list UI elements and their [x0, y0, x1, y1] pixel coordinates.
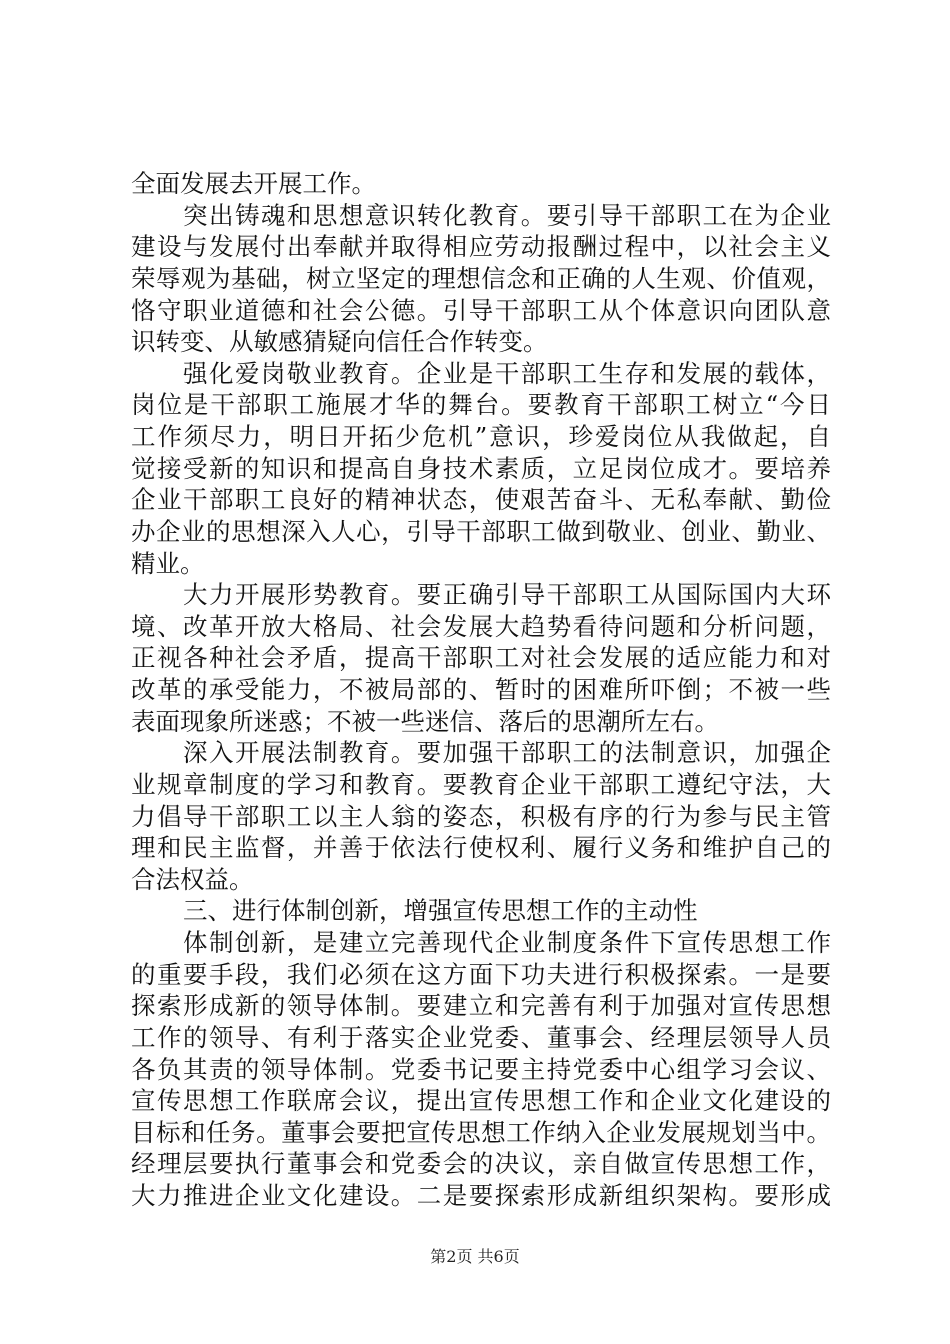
paragraph-start-line: 强化爱岗敬业教育。企业是干部职工生存和发展的载体， [183, 359, 831, 388]
text-line: 改革的承受能力，不被局部的、暂时的困难所吓倒；不被一些 [131, 675, 831, 704]
text-line: 表面现象所迷惑；不被一些迷信、落后的思潮所左右。 [131, 707, 719, 736]
paragraph-start-line: 深入开展法制教育。要加强干部职工的法制意识，加强企 [183, 738, 831, 767]
text-line: 境、改革开放大格局、社会发展大趋势看待问题和分析问题， [131, 612, 831, 641]
text-line: 正视各种社会矛盾，提高干部职工对社会发展的适应能力和对 [131, 643, 831, 672]
text-line: 理和民主监督，并善于依法行使权利、履行义务和维护自己的 [131, 833, 831, 862]
paragraph-start-line: 体制创新，是建立完善现代企业制度条件下宣传思想工作 [183, 928, 831, 957]
text-line: 恪守职业道德和社会公德。引导干部职工从个体意识向团队意 [131, 296, 831, 325]
text-line: 精业。 [131, 549, 205, 578]
text-line: 力倡导干部职工以主人翁的姿态，积极有序的行为参与民主管 [131, 802, 831, 831]
text-line: 全面发展去开展工作。 [131, 169, 376, 198]
text-line: 各负其责的领导体制。党委书记要主持党委中心组学习会议、 [131, 1055, 831, 1084]
text-line: 工作须尽力，明日开拓少危机”意识，珍爱岗位从我做起，自 [131, 422, 831, 451]
text-line: 岗位是干部职工施展才华的舞台。要教育干部职工树立“今日 [131, 390, 831, 419]
text-line: 业规章制度的学习和教育。要教育企业干部职工遵纪守法，大 [131, 770, 831, 799]
text-line: 合法权益。 [131, 865, 254, 894]
text-line: 办企业的思想深入人心，引导干部职工做到敬业、创业、勤业、 [131, 517, 831, 546]
text-line: 探索形成新的领导体制。要建立和完善有利于加强对宣传思想 [131, 991, 831, 1020]
text-line: 大力推进企业文化建设。二是要探索形成新组织架构。要形成 [131, 1181, 831, 1210]
text-line: 经理层要执行董事会和党委会的决议，亲自做宣传思想工作， [131, 1149, 831, 1178]
text-line: 目标和任务。董事会要把宣传思想工作纳入企业发展规划当中。 [131, 1118, 831, 1147]
text-line: 工作的领导、有利于落实企业党委、董事会、经理层领导人员 [131, 1023, 831, 1052]
section-heading: 三、进行体制创新，增强宣传思想工作的主动性 [183, 896, 698, 925]
text-line: 企业干部职工良好的精神状态，使艰苦奋斗、无私奉献、勤俭 [131, 485, 831, 514]
text-line: 的重要手段，我们必须在这方面下功夫进行积极探索。一是要 [131, 960, 831, 989]
text-line: 觉接受新的知识和提高自身技术素质，立足岗位成才。要培养 [131, 454, 831, 483]
paragraph-start-line: 突出铸魂和思想意识转化教育。要引导干部职工在为企业 [183, 201, 831, 230]
page-footer: 第2页 共6页 [430, 1247, 520, 1266]
text-line: 宣传思想工作联席会议，提出宣传思想工作和企业文化建设的 [131, 1086, 831, 1115]
paragraph-start-line: 大力开展形势教育。要正确引导干部职工从国际国内大环 [183, 580, 831, 609]
text-line: 荣辱观为基础，树立坚定的理想信念和正确的人生观、价值观， [131, 264, 831, 293]
text-line: 识转变、从敏感猜疑向信任合作转变。 [131, 327, 548, 356]
text-line: 建设与发展付出奉献并取得相应劳动报酬过程中，以社会主义 [131, 232, 831, 261]
